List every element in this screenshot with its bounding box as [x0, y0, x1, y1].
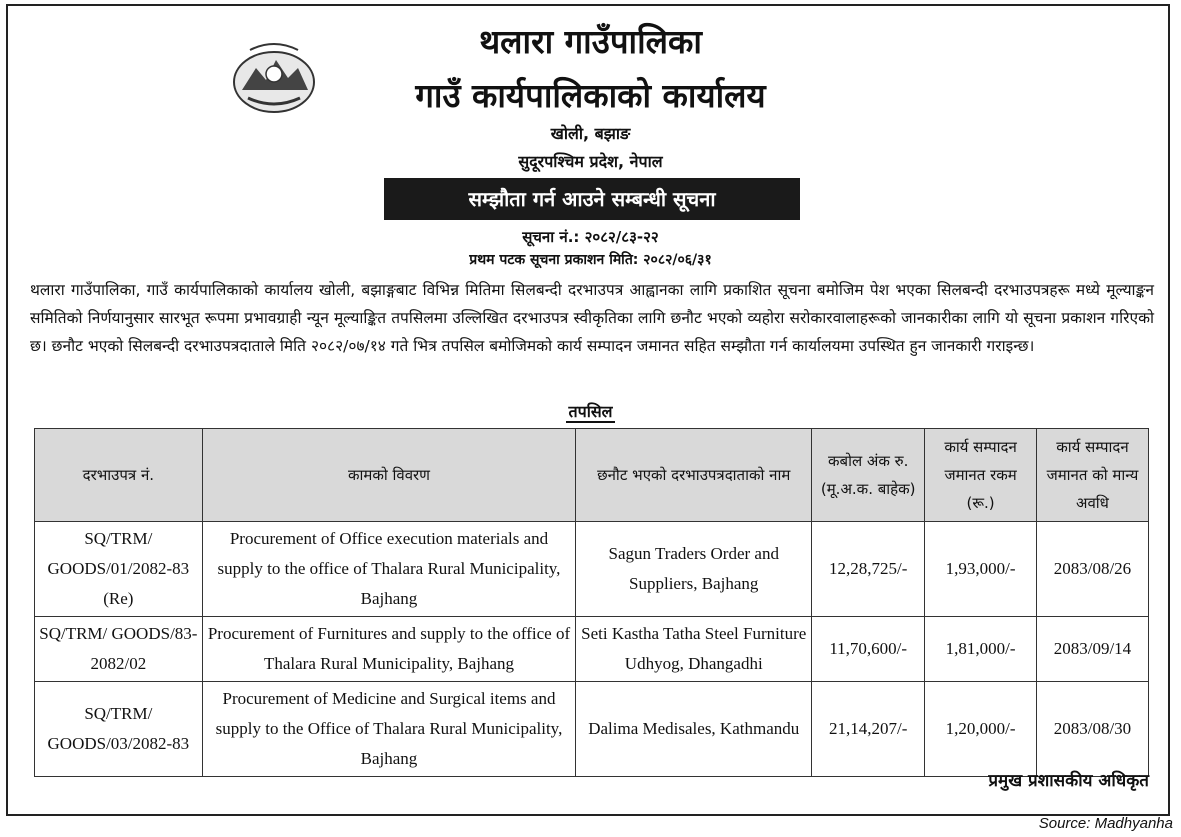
cell-amount: 12,28,725/-: [812, 522, 925, 617]
notice-banner: सम्झौता गर्न आउने सम्बन्धी सूचना: [384, 178, 800, 220]
cell-description: Procurement of Furnitures and supply to the office of Thalara Rural Municipality, Bajhang: [202, 617, 576, 682]
table-row: [35, 522, 1149, 617]
signature-title: प्रमुख प्रशासकीय अधिकृत: [988, 771, 1149, 791]
header-bid-number: दरभाउपत्र नं.: [35, 429, 203, 522]
cell-guarantee: 1,81,000/-: [925, 617, 1037, 682]
procurement-table: [34, 428, 1149, 777]
notice-number: सूचना नं.: २०८२/८३-२२: [522, 228, 659, 246]
cell-description: Procurement of Medicine and Surgical items and supply to the Office of Thalara Rural Municipality, Bajhang: [202, 682, 576, 777]
table-header-row: [35, 429, 1149, 522]
cell-bidder: Seti Kastha Tatha Steel Furniture Udhyog, Dhangadhi: [576, 617, 812, 682]
address-line-2: सुदूरपश्चिम प्रदेश, नेपाल: [518, 152, 663, 171]
header-guarantee: कार्य सम्पादन जमानत रकम (रू.): [925, 429, 1037, 522]
table-row: [35, 617, 1149, 682]
cell-bid-number: SQ/TRM/ GOODS/83-2082/02: [35, 617, 203, 682]
notice-body: थलारा गाउँपालिका, गाउँ कार्यपालिकाको कार्यालय खोली, बझाङ्गबाट विभिन्न मितिमा सिलबन्दी दरभाउपत्र आह्वानका लागि प्रकाशित सूचना बमोजिम पेश भएका सिलबन्दी दरभाउपत्रहरू मध्ये मूल्याङ्कन समितिको निर्णयानुसार सारभूत रूपमा प्रभावग्राही न्यून मूल्याङ्कित तपसिलमा उल्लिखित दरभाउपत्र स्वीकृतिका लागि छनौट भएको व्यहोरा सरोकारवालाहरूको जानकारीका लागि यो सूचना प्रकाशन गरिएको छ। छनौट भएको सिलबन्दी दरभाउपत्रदाताले मिति २०८२/०७/१४ गते भित्र तपसिल बमोजिमको कार्य सम्पादन जमानत सहित सम्झौता गर्न कार्यालयमा उपस्थित हुन जानकारी गराइन्छ।: [30, 281, 1154, 355]
cell-bidder: Sagun Traders Order and Suppliers, Bajhang: [576, 522, 812, 617]
cell-validity: 2083/08/30: [1036, 682, 1148, 777]
publish-date: प्रथम पटक सूचना प्रकाशन मिति: २०८२/०६/३१: [469, 252, 712, 268]
header-validity: कार्य सम्पादन जमानत को मान्य अवधि: [1036, 429, 1148, 522]
header-description: कामको विवरण: [202, 429, 576, 522]
office-title: गाउँ कार्यपालिकाको कार्यालय: [415, 76, 766, 115]
cell-guarantee: 1,93,000/-: [925, 522, 1037, 617]
header-bidder: छनौट भएको दरभाउपत्रदाताको नाम: [576, 429, 812, 522]
section-title: [0, 400, 1181, 422]
municipality-title: थलारा गाउँपालिका: [479, 22, 702, 61]
header-amount: कबोल अंक रु. (मू.अ.क. बाहेक): [812, 429, 925, 522]
cell-guarantee: 1,20,000/-: [925, 682, 1037, 777]
cell-amount: 21,14,207/-: [812, 682, 925, 777]
source-credit: Source: Madhyanha: [1038, 815, 1173, 832]
cell-bid-number: SQ/TRM/ GOODS/01/2082-83 (Re): [35, 522, 203, 617]
cell-amount: 11,70,600/-: [812, 617, 925, 682]
table-row: [35, 682, 1149, 777]
cell-validity: 2083/09/14: [1036, 617, 1148, 682]
cell-bid-number: SQ/TRM/ GOODS/03/2082-83: [35, 682, 203, 777]
cell-description: Procurement of Office execution materials and supply to the office of Thalara Rural Municipality, Bajhang: [202, 522, 576, 617]
address-line-1: खोली, बझाङ: [550, 124, 631, 143]
cell-bidder: Dalima Medisales, Kathmandu: [576, 682, 812, 777]
section-title-label: तपसिल: [568, 402, 613, 421]
cell-validity: 2083/08/26: [1036, 522, 1148, 617]
